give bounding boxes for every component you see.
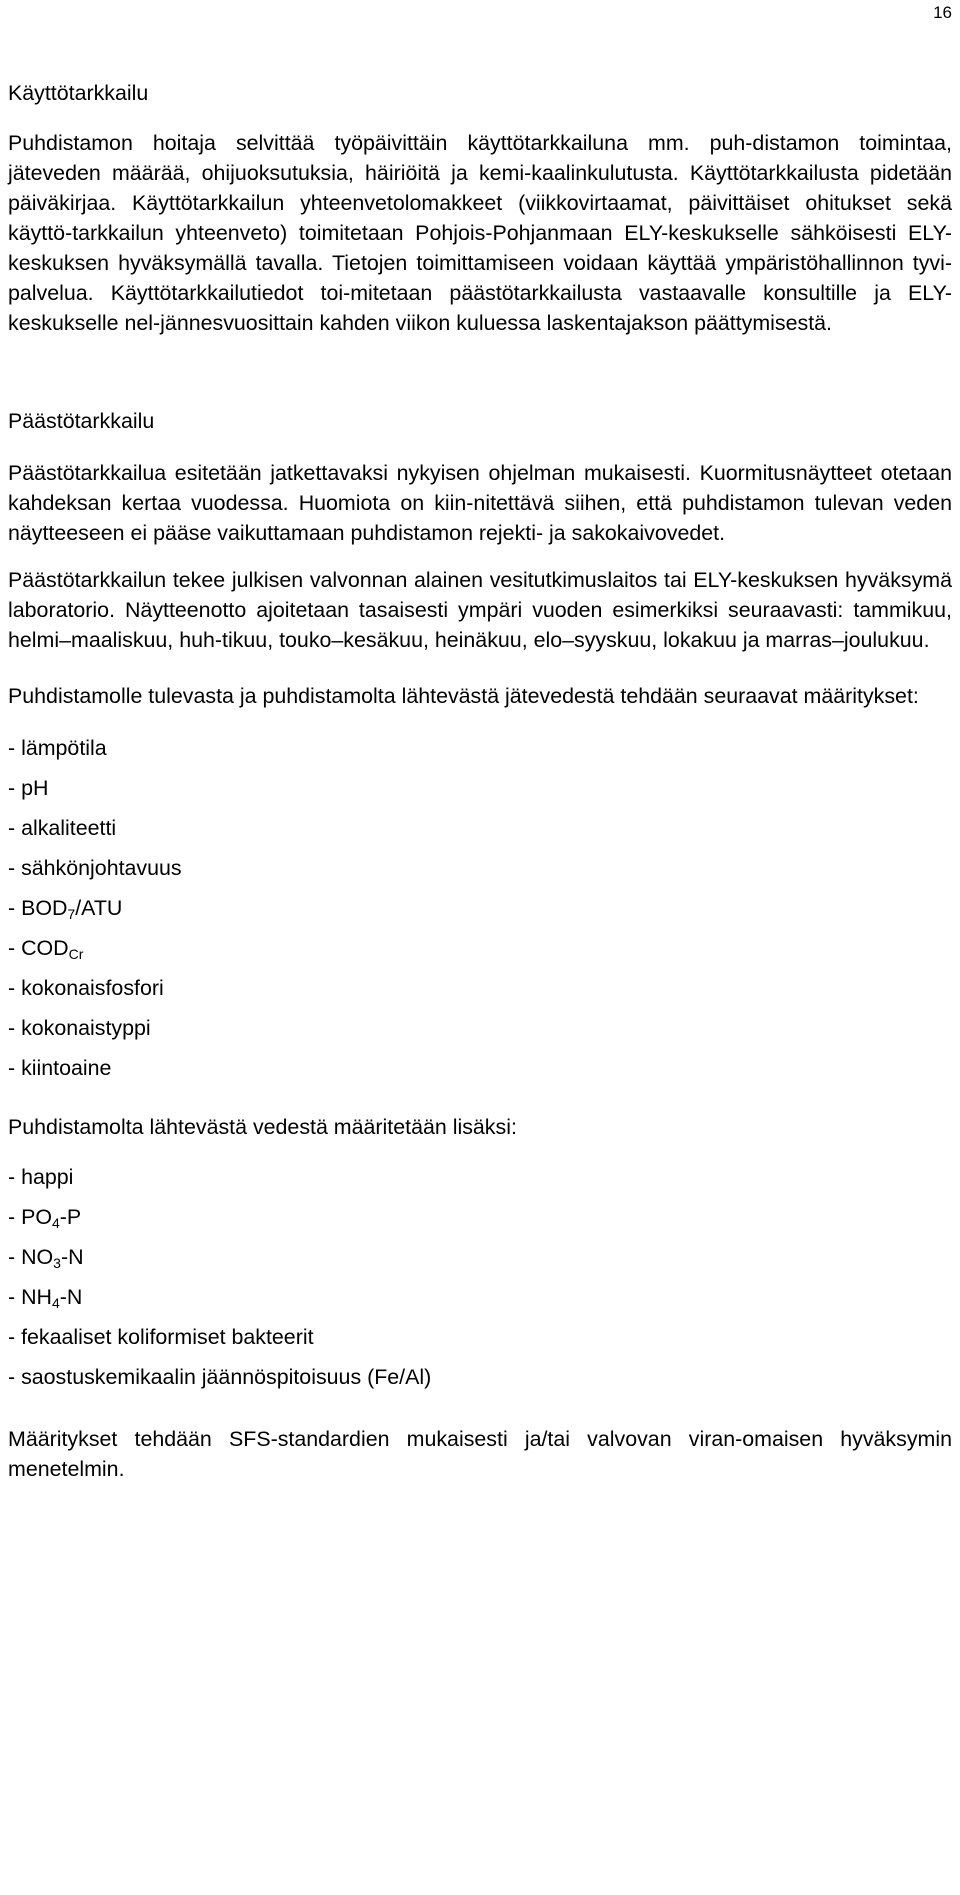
list-item: - fekaaliset koliformiset bakteerit bbox=[8, 1325, 314, 1349]
paragraph-kayttotarkkailu: Puhdistamon hoitaja selvittää työpäivittäin käyttötarkkailuna mm. puh-distamon toimintaa, jäteveden määrää, ohijuoksutuksia, häiriöitä ja kemi-kaalinkulutusta. Käyttötarkkailusta pidetään päiväkirjaa. Käyttötarkkailun yhteenvetolomakkeet (viikkovirtaamat, päivittäiset ohitukset sekä käyttö-tarkkailun yhteenveto) toimitetaan Pohjois-Pohjanmaan ELY-keskukselle sähköisesti ELY-keskuksen hyväksymällä tavalla. Tietojen toimittamiseen voidaan käyttää ympäristöhallinnon tyvi-palvelua. Käyttötarkkailutiedot toi-mitetaan päästötarkkailusta vastaavalle konsultille ja ELY-keskukselle nel-jännesvuosittain kahden viikon kuluessa laskentajakson päättymisestä. bbox=[8, 131, 952, 335]
subscript: 4 bbox=[51, 1295, 60, 1311]
list-item: - pH bbox=[8, 776, 49, 800]
paragraph-paastotarkkailu-4: Puhdistamolta lähtevästä vedestä määritetään lisäksi: bbox=[8, 1115, 517, 1139]
section-heading-paastotarkkailu: Päästötarkkailu bbox=[8, 409, 155, 433]
list-item-text: - NO bbox=[8, 1245, 54, 1269]
list-item bbox=[8, 893, 952, 933]
list-item: - happi bbox=[8, 1165, 74, 1189]
list-item bbox=[8, 1242, 952, 1282]
list-item: - alkaliteetti bbox=[8, 816, 117, 840]
list-item-text: - NH bbox=[8, 1285, 52, 1309]
list-item-text: - COD bbox=[8, 936, 69, 960]
list-item: - kokonaisfosfori bbox=[8, 976, 164, 1000]
list-item: - sähkönjohtavuus bbox=[8, 856, 182, 880]
paragraph-paastotarkkailu-5: Määritykset tehdään SFS-standardien mukaisesti ja/tai valvovan viran-omaisen hyväksymin menetelmin. bbox=[8, 1427, 952, 1481]
list-item-text: -P bbox=[59, 1205, 82, 1229]
document-body bbox=[8, 78, 952, 1484]
determinations-list bbox=[8, 733, 952, 1093]
paragraph-paastotarkkailu-3: Puhdistamolle tulevasta ja puhdistamolta lähtevästä jätevedestä tehdään seuraavat määritykset: bbox=[8, 684, 919, 708]
section-heading-kayttotarkkailu: Käyttötarkkailu bbox=[8, 81, 149, 105]
list-item: - saostuskemikaalin jäännöspitoisuus (Fe/Al) bbox=[8, 1365, 432, 1389]
subscript: 3 bbox=[53, 1255, 61, 1271]
list-item: - kokonaistyppi bbox=[8, 1016, 151, 1040]
subscript: 4 bbox=[51, 1215, 60, 1231]
list-item-text: /ATU bbox=[75, 896, 123, 920]
additional-determinations-list bbox=[8, 1162, 952, 1402]
list-item: - lämpötila bbox=[8, 736, 107, 760]
list-item bbox=[8, 1202, 952, 1242]
list-item-text: - PO bbox=[8, 1205, 52, 1229]
list-item bbox=[8, 1282, 952, 1322]
list-item bbox=[8, 933, 952, 973]
list-item: - kiintoaine bbox=[8, 1056, 112, 1080]
paragraph-paastotarkkailu-2: Päästötarkkailun tekee julkisen valvonnan alainen vesitutkimuslaitos tai ELY-keskuksen hyväksymä laboratorio. Näytteenotto ajoitetaan tasaisesti ympäri vuoden esimerkiksi seuraavasti: tammikuu, helmi–maaliskuu, huh-tikuu, touko–kesäkuu, heinäkuu, elo–syyskuu, lokakuu ja marras–joulukuu. bbox=[8, 568, 952, 652]
list-item-text: -N bbox=[59, 1285, 83, 1309]
subscript: 7 bbox=[67, 906, 76, 922]
page-number: 16 bbox=[933, 3, 952, 22]
subscript: Cr bbox=[68, 946, 84, 962]
list-item-text: - BOD bbox=[8, 896, 68, 920]
paragraph-paastotarkkailu-1: Päästötarkkailua esitetään jatkettavaksi nykyisen ohjelman mukaisesti. Kuormitusnäytteet otetaan kahdeksan kertaa vuodessa. Huomiota on kiin-nitettävä siihen, että puhdistamon tulevan veden näytteeseen ei pääse vaikuttamaan puhdistamon rejekti- ja sakokaivovedet. bbox=[8, 461, 952, 545]
list-item-text: -N bbox=[60, 1245, 84, 1269]
